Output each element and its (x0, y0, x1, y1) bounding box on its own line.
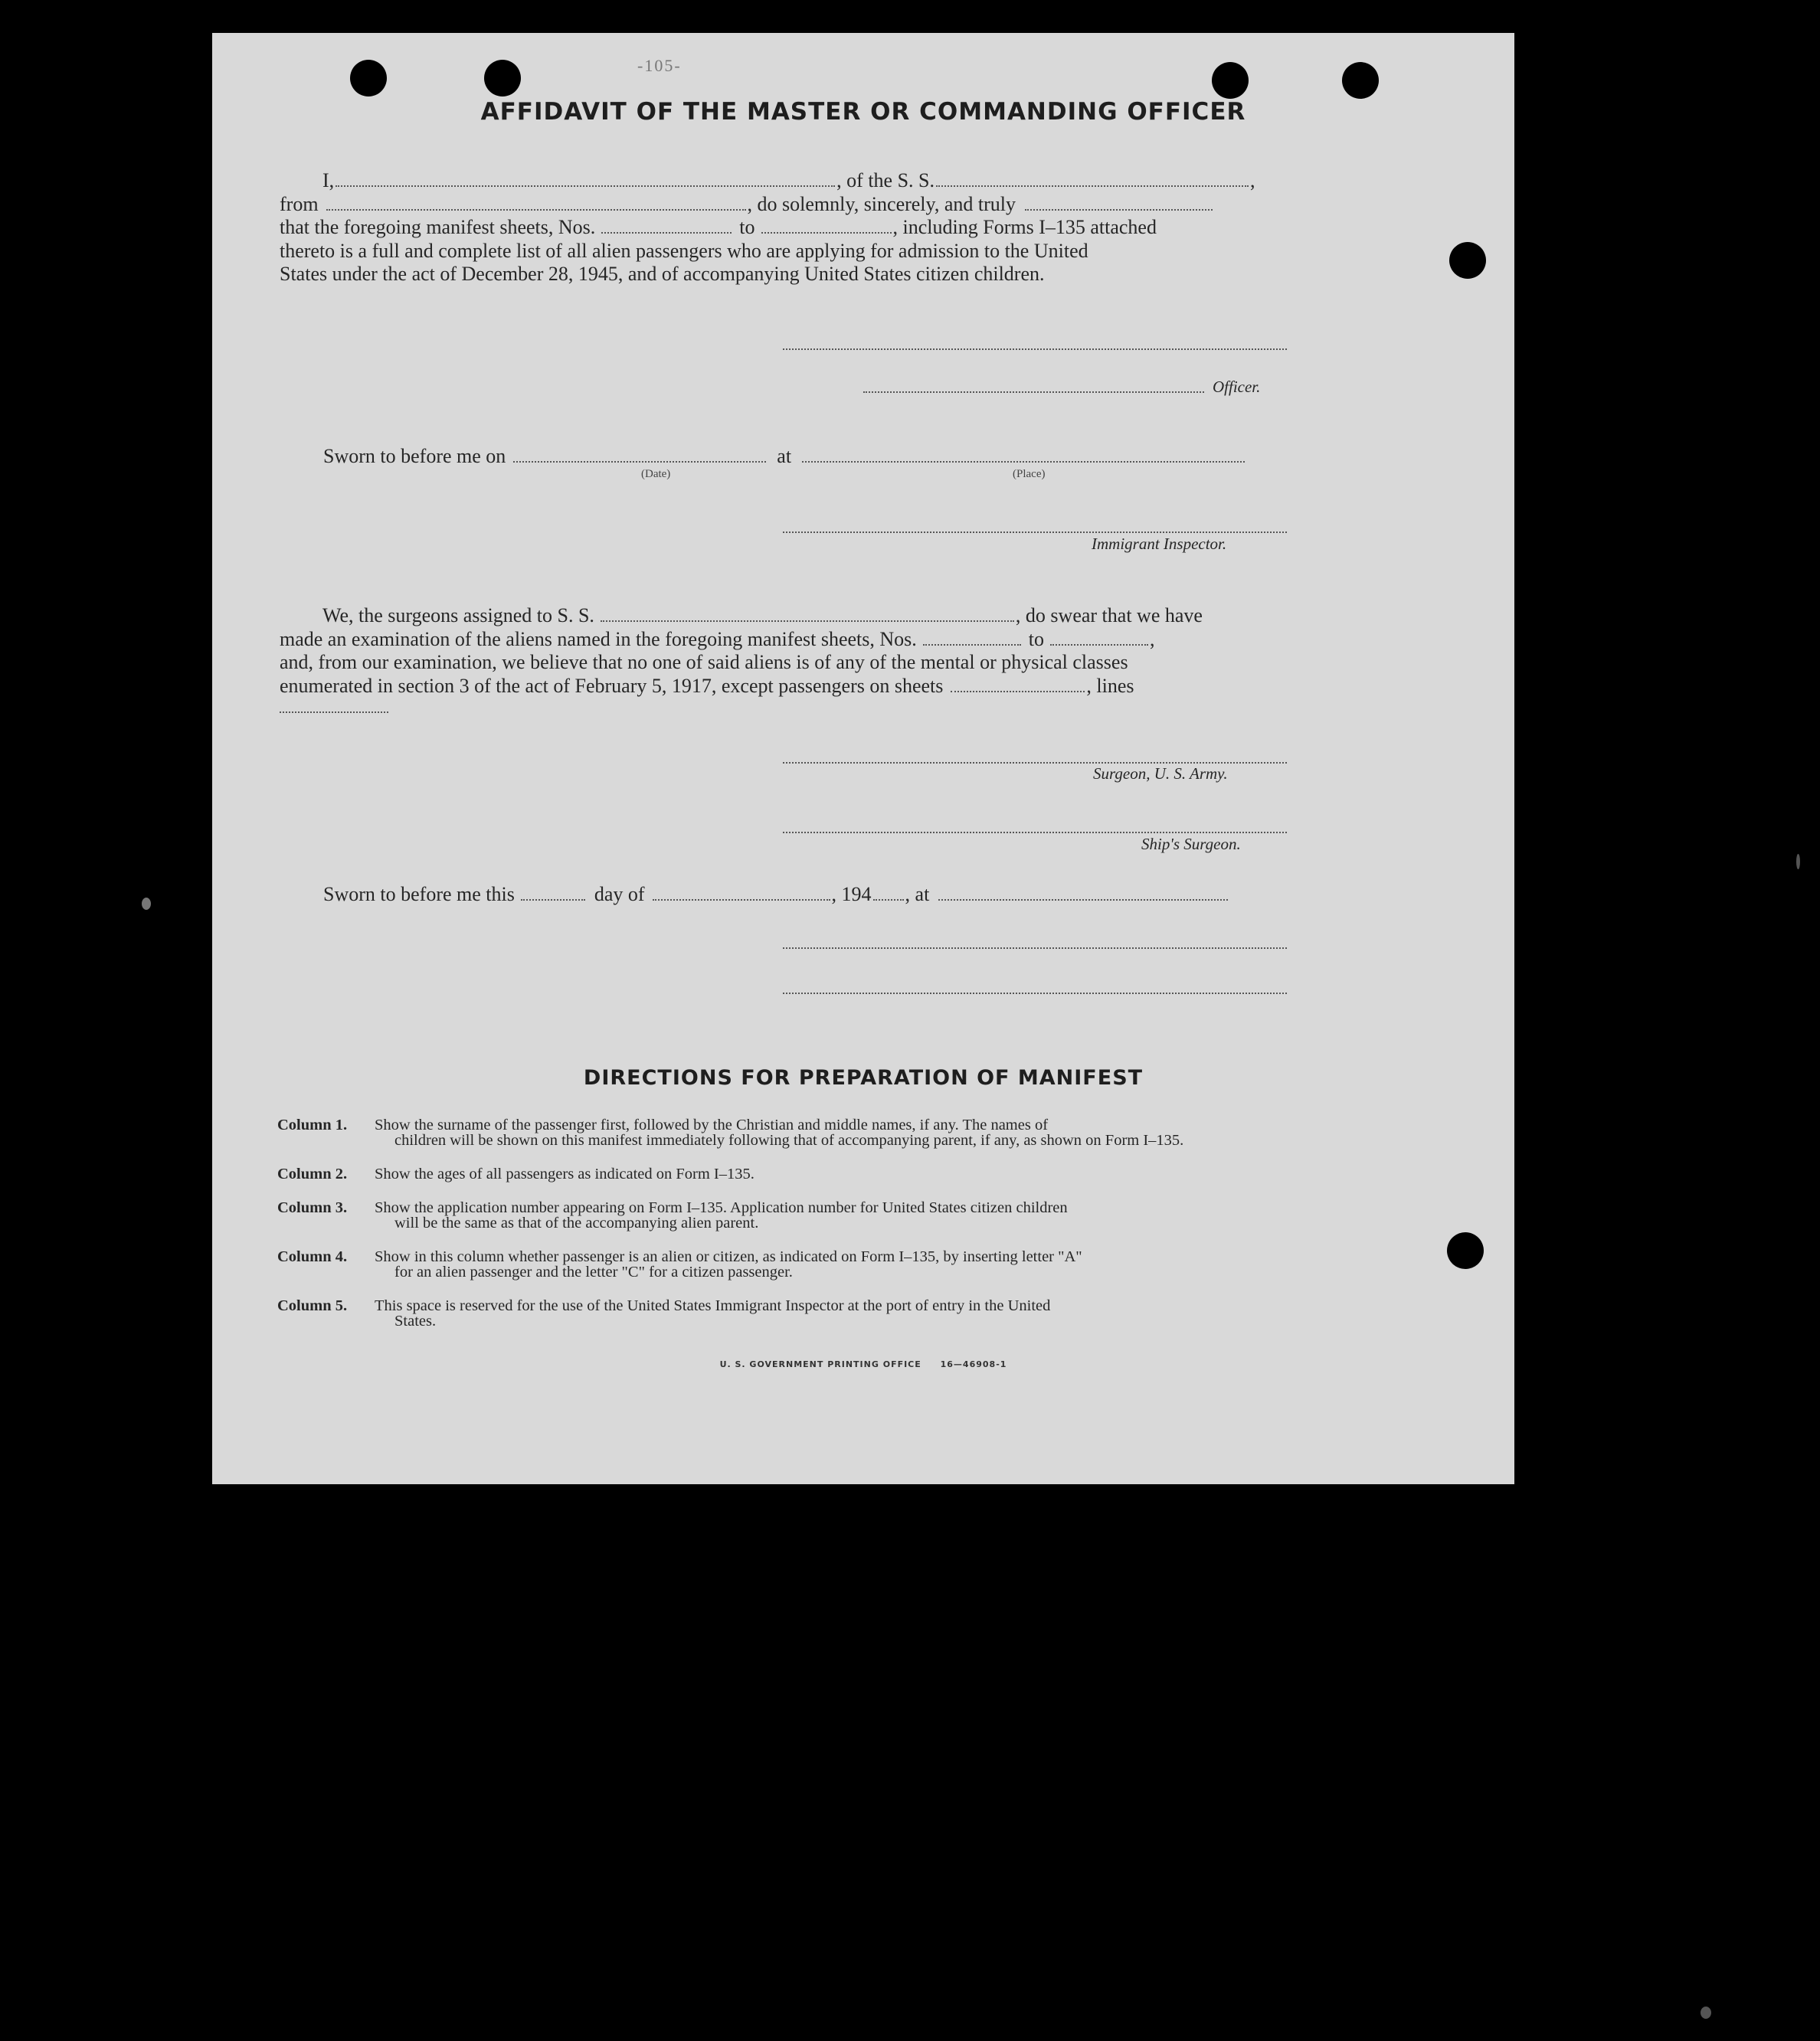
direction-column-label: Column 1. (277, 1117, 348, 1133)
direction-text-continued: children will be shown on this manifest immediately following that of accompanying parent, if any, as shown on Form I–135. (394, 1132, 1184, 1149)
place-caption: (Place) (1013, 468, 1046, 480)
affidavit-line-2: from , do solemnly, sincerely, and truly (280, 193, 1285, 217)
surgeons-sheet-to-field[interactable] (1050, 630, 1148, 646)
surgeons-sheet-from-field[interactable] (923, 630, 1021, 646)
affidavit-line-3: that the foregoing manifest sheets, Nos. to , including Forms I–135 attached (280, 216, 1157, 238)
sworn-signature-line-2[interactable] (783, 993, 1287, 994)
affidavit-line-5: States under the act of December 28, 1945, and of accompanying United States citizen children. (280, 263, 1045, 285)
printer-imprint (212, 1359, 1514, 1369)
surgeons-line-4: enumerated in section 3 of the act of February 5, 1917, except passengers on sheets , lines (280, 674, 1134, 697)
directions-list (277, 1117, 1288, 1347)
inspector-signature-line[interactable] (783, 532, 1287, 533)
date-caption: (Date) (641, 468, 671, 480)
except-sheets-field[interactable] (951, 677, 1085, 692)
directions-title: DIRECTIONS FOR PREPARATION OF MANIFEST (583, 1066, 1144, 1090)
punch-hole (1449, 242, 1486, 279)
direction-item (277, 1166, 1288, 1182)
ship-name-field[interactable] (936, 172, 1249, 187)
direction-item (277, 1249, 1288, 1280)
direction-item (277, 1200, 1288, 1231)
army-surgeon-label: Surgeon, U. S. Army. (1093, 764, 1228, 783)
sworn-month-field[interactable] (653, 885, 830, 901)
sworn-this-day-row: Sworn to before me this day of , 194 , at (323, 883, 1288, 906)
page-mark: -105- (637, 56, 682, 75)
scan-speck (142, 898, 151, 910)
punch-hole (484, 60, 521, 96)
direction-column-label: Column 4. (277, 1248, 348, 1265)
officer-label: Officer. (1213, 378, 1261, 396)
surgeons-line-1: We, the surgeons assigned to S. S. , do swear that we have (322, 604, 1203, 626)
punch-hole (350, 60, 387, 96)
direction-column-label: Column 3. (277, 1199, 348, 1216)
sworn-place-field[interactable] (802, 447, 1245, 463)
army-surgeon-signature-line[interactable] (783, 762, 1287, 764)
direction-item (277, 1298, 1288, 1329)
punch-hole (1342, 62, 1379, 99)
direction-text-continued: States. (394, 1313, 437, 1330)
surgeons-ship-field[interactable] (601, 607, 1014, 622)
officer-title-line[interactable] (863, 391, 1204, 393)
scan-speck (1796, 854, 1800, 869)
sworn-signature-line-1[interactable] (783, 947, 1287, 949)
direction-text: Show the application number appearing on Form I–135. Application number for United States citizen children (375, 1199, 1068, 1216)
oath-field[interactable] (1025, 195, 1213, 211)
affidavit-line-4: thereto is a full and complete list of all alien passengers who are applying for admission to the United (280, 239, 1088, 262)
surgeons-line-5 (280, 698, 1285, 713)
affidavit-line-1: I, , of the S. S. , (322, 169, 1255, 191)
sworn-date-field[interactable] (513, 447, 766, 463)
sworn-before-row: Sworn to before me on at (323, 445, 1288, 468)
direction-column-label: Column 2. (277, 1166, 348, 1182)
direction-text-continued: will be the same as that of the accompanying alien parent. (394, 1215, 759, 1231)
sworn-year-field[interactable] (873, 885, 904, 901)
direction-column-label: Column 5. (277, 1297, 348, 1314)
punch-hole (1212, 62, 1249, 99)
departure-port-field[interactable] (326, 195, 746, 211)
master-name-field[interactable] (336, 172, 835, 187)
direction-text: Show the ages of all passengers as indicated on Form I–135. (375, 1166, 755, 1182)
surgeons-paragraph (280, 604, 1285, 713)
printer-name: U. S. GOVERNMENT PRINTING OFFICE (719, 1359, 921, 1369)
surgeons-line-3: and, from our examination, we believe that no one of said aliens is of any of the mental or physical classes (280, 651, 1128, 673)
sworn-day-field[interactable] (521, 885, 585, 901)
inspector-label: Immigrant Inspector. (1092, 535, 1227, 553)
direction-text: Show in this column whether passenger is an alien or citizen, as indicated on Form I–135, by inserting letter "A" (375, 1248, 1082, 1265)
punch-hole (1447, 1232, 1484, 1269)
sworn-at-place-field[interactable] (938, 885, 1228, 901)
form-code: 16—46908-1 (940, 1359, 1007, 1369)
sheet-to-field[interactable] (761, 218, 892, 234)
except-lines-field[interactable] (280, 698, 388, 713)
affidavit-paragraph (280, 169, 1285, 286)
scan-speck (1701, 2007, 1711, 2019)
sheet-from-field[interactable] (601, 218, 732, 234)
officer-signature-line[interactable] (783, 348, 1287, 350)
ships-surgeon-signature-line[interactable] (783, 832, 1287, 833)
form-page (212, 33, 1514, 1484)
ships-surgeon-label: Ship's Surgeon. (1141, 835, 1241, 853)
surgeons-line-2: made an examination of the aliens named in the foregoing manifest sheets, Nos. to , (280, 627, 1155, 650)
affidavit-title: AFFIDAVIT OF THE MASTER OR COMMANDING OFFICER (480, 98, 1246, 126)
direction-item (277, 1117, 1288, 1148)
direction-text: Show the surname of the passenger first, followed by the Christian and middle names, if any. The names of (375, 1117, 1049, 1133)
direction-text: This space is reserved for the use of the United States Immigrant Inspector at the port of entry in the United (375, 1297, 1051, 1314)
direction-text-continued: for an alien passenger and the letter "C" for a citizen passenger. (394, 1264, 793, 1281)
